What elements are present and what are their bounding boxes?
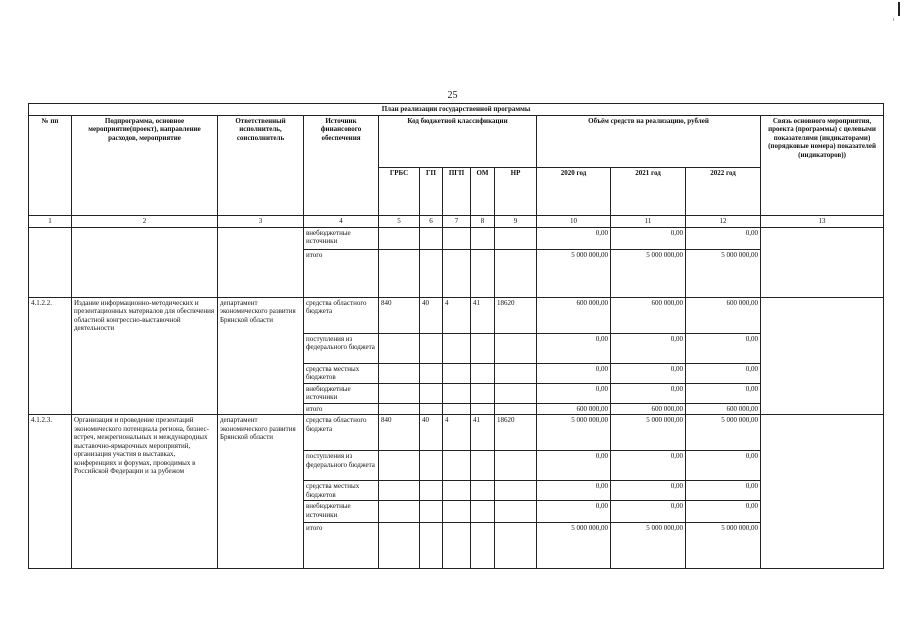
cell-2022: 5 000 000,00 [686, 523, 761, 569]
header-budget-code: Код бюджетной классификации [379, 115, 537, 167]
cell-2021: 5 000 000,00 [611, 249, 686, 297]
cell-gp: 40 [420, 297, 443, 333]
table-row [29, 227, 884, 249]
cell-source: итого [304, 523, 379, 569]
header-gp: ГП [420, 167, 443, 215]
cell-responsible [218, 227, 304, 297]
cell-link [761, 227, 884, 297]
header-pgp: ПГП [443, 167, 471, 215]
cell-2020: 0,00 [537, 501, 611, 523]
cell-subprogram [72, 227, 218, 297]
header-2020: 2020 год [537, 167, 611, 215]
cell-subprogram: Организация и проведение презентаций экономического потенциала региона, бизнес-встреч, межрегиональных и международных выставочно-ярмарочных мероприятий, организация участия в выставках, конференциях и форумах, проводимых в Российской Федерации и за рубежом [72, 415, 218, 569]
cell-number [29, 227, 72, 297]
col-number: 12 [686, 215, 761, 227]
cell-link [761, 415, 884, 569]
edge-mark [898, 2, 900, 16]
col-number: 7 [443, 215, 471, 227]
cell-pgp: 4 [443, 415, 471, 451]
cell-2022: 0,00 [686, 363, 761, 383]
col-number: 3 [218, 215, 304, 227]
cell-2022: 0,00 [686, 227, 761, 249]
cell-2021: 0,00 [611, 501, 686, 523]
scan-dot [893, 18, 894, 21]
cell-2021: 600 000,00 [611, 403, 686, 415]
cell-source: средства местных бюджетов [304, 363, 379, 383]
cell-np: 18620 [495, 415, 537, 451]
cell-2021: 600 000,00 [611, 297, 686, 333]
cell-om: 41 [471, 297, 495, 333]
cell-subprogram: Издание информационно-методических и презентационных материалов для обеспечения областной конгрессно-выставочной деятельности [72, 297, 218, 415]
cell-2022: 0,00 [686, 481, 761, 501]
cell-link [761, 297, 884, 415]
cell-2020: 0,00 [537, 363, 611, 383]
header-om: ОМ [471, 167, 495, 215]
col-number: 10 [537, 215, 611, 227]
header-subprogram: Подпрограмма, основное мероприятие(проект), направление расходов, мероприятие [72, 115, 218, 215]
cell-2021: 0,00 [611, 227, 686, 249]
cell-2020: 600 000,00 [537, 297, 611, 333]
cell-2021: 0,00 [611, 363, 686, 383]
cell-source: средства областного бюджета [304, 415, 379, 451]
header-responsible: Ответственный исполнитель, соисполнитель [218, 115, 304, 215]
col-number: 9 [495, 215, 537, 227]
header-np: НР [495, 167, 537, 215]
cell-2022: 5 000 000,00 [686, 415, 761, 451]
col-number: 13 [761, 215, 884, 227]
header-grbs: ГРБС [379, 167, 420, 215]
cell-source: внебюджетные источники [304, 383, 379, 403]
cell-2022: 0,00 [686, 333, 761, 363]
col-number: 2 [72, 215, 218, 227]
cell-2020: 5 000 000,00 [537, 415, 611, 451]
cell-2021: 0,00 [611, 333, 686, 363]
col-number: 8 [471, 215, 495, 227]
cell-source: внебюджетные источники [304, 227, 379, 249]
cell-2022: 600 000,00 [686, 297, 761, 333]
cell-gp: 40 [420, 415, 443, 451]
col-number: 1 [29, 215, 72, 227]
cell-2022: 600 000,00 [686, 403, 761, 415]
cell-source: поступления из федерального бюджета [304, 451, 379, 481]
table-row [29, 297, 884, 333]
header-volume: Объём средств на реализацию, рублей [537, 115, 761, 167]
cell-2021: 0,00 [611, 481, 686, 501]
cell-np: 18620 [495, 297, 537, 333]
col-number: 11 [611, 215, 686, 227]
cell-pgp: 4 [443, 297, 471, 333]
cell-source: итого [304, 249, 379, 297]
cell-2022: 0,00 [686, 451, 761, 481]
page-number: 25 [447, 90, 458, 101]
cell-2021: 5 000 000,00 [611, 523, 686, 569]
header-number: № пп [29, 115, 72, 215]
cell-2020: 0,00 [537, 227, 611, 249]
cell-2020: 0,00 [537, 383, 611, 403]
cell-responsible: департамент экономического развития Брянской области [218, 297, 304, 415]
cell-2020: 0,00 [537, 451, 611, 481]
header-2021: 2021 год [611, 167, 686, 215]
cell-2021: 5 000 000,00 [611, 415, 686, 451]
cell-2022: 0,00 [686, 383, 761, 403]
cell-source: внебюджетные источники [304, 501, 379, 523]
cell-source: средства местных бюджетов [304, 481, 379, 501]
col-number: 5 [379, 215, 420, 227]
header-link: Связь основного мероприятия, проекта (программы) с целевыми показателями (индикаторами) (порядковые номера) показателей (индикаторов)) [761, 115, 884, 215]
cell-number: 4.1.2.3. [29, 415, 72, 569]
cell-source: итого [304, 403, 379, 415]
cell-om: 41 [471, 415, 495, 451]
cell-2020: 0,00 [537, 481, 611, 501]
cell-2021: 0,00 [611, 451, 686, 481]
header-source: Источник финансового обеспечения [304, 115, 379, 215]
cell-source: поступления из федерального бюджета [304, 333, 379, 363]
table-row [29, 415, 884, 451]
cell-responsible: департамент экономического развития Брянской области [218, 415, 304, 569]
col-number: 6 [420, 215, 443, 227]
cell-2021: 0,00 [611, 383, 686, 403]
cell-2022: 5 000 000,00 [686, 249, 761, 297]
col-number: 4 [304, 215, 379, 227]
table-title: План реализации государственной программы [29, 104, 884, 116]
cell-grbs: 840 [379, 415, 420, 451]
cell-grbs: 840 [379, 297, 420, 333]
cell-2020: 5 000 000,00 [537, 249, 611, 297]
header-2022: 2022 год [686, 167, 761, 215]
cell-2022: 0,00 [686, 501, 761, 523]
cell-2020: 600 000,00 [537, 403, 611, 415]
cell-2020: 0,00 [537, 333, 611, 363]
plan-table [28, 103, 884, 569]
cell-source: средства областного бюджета [304, 297, 379, 333]
cell-number: 4.1.2.2. [29, 297, 72, 415]
cell-2020: 5 000 000,00 [537, 523, 611, 569]
